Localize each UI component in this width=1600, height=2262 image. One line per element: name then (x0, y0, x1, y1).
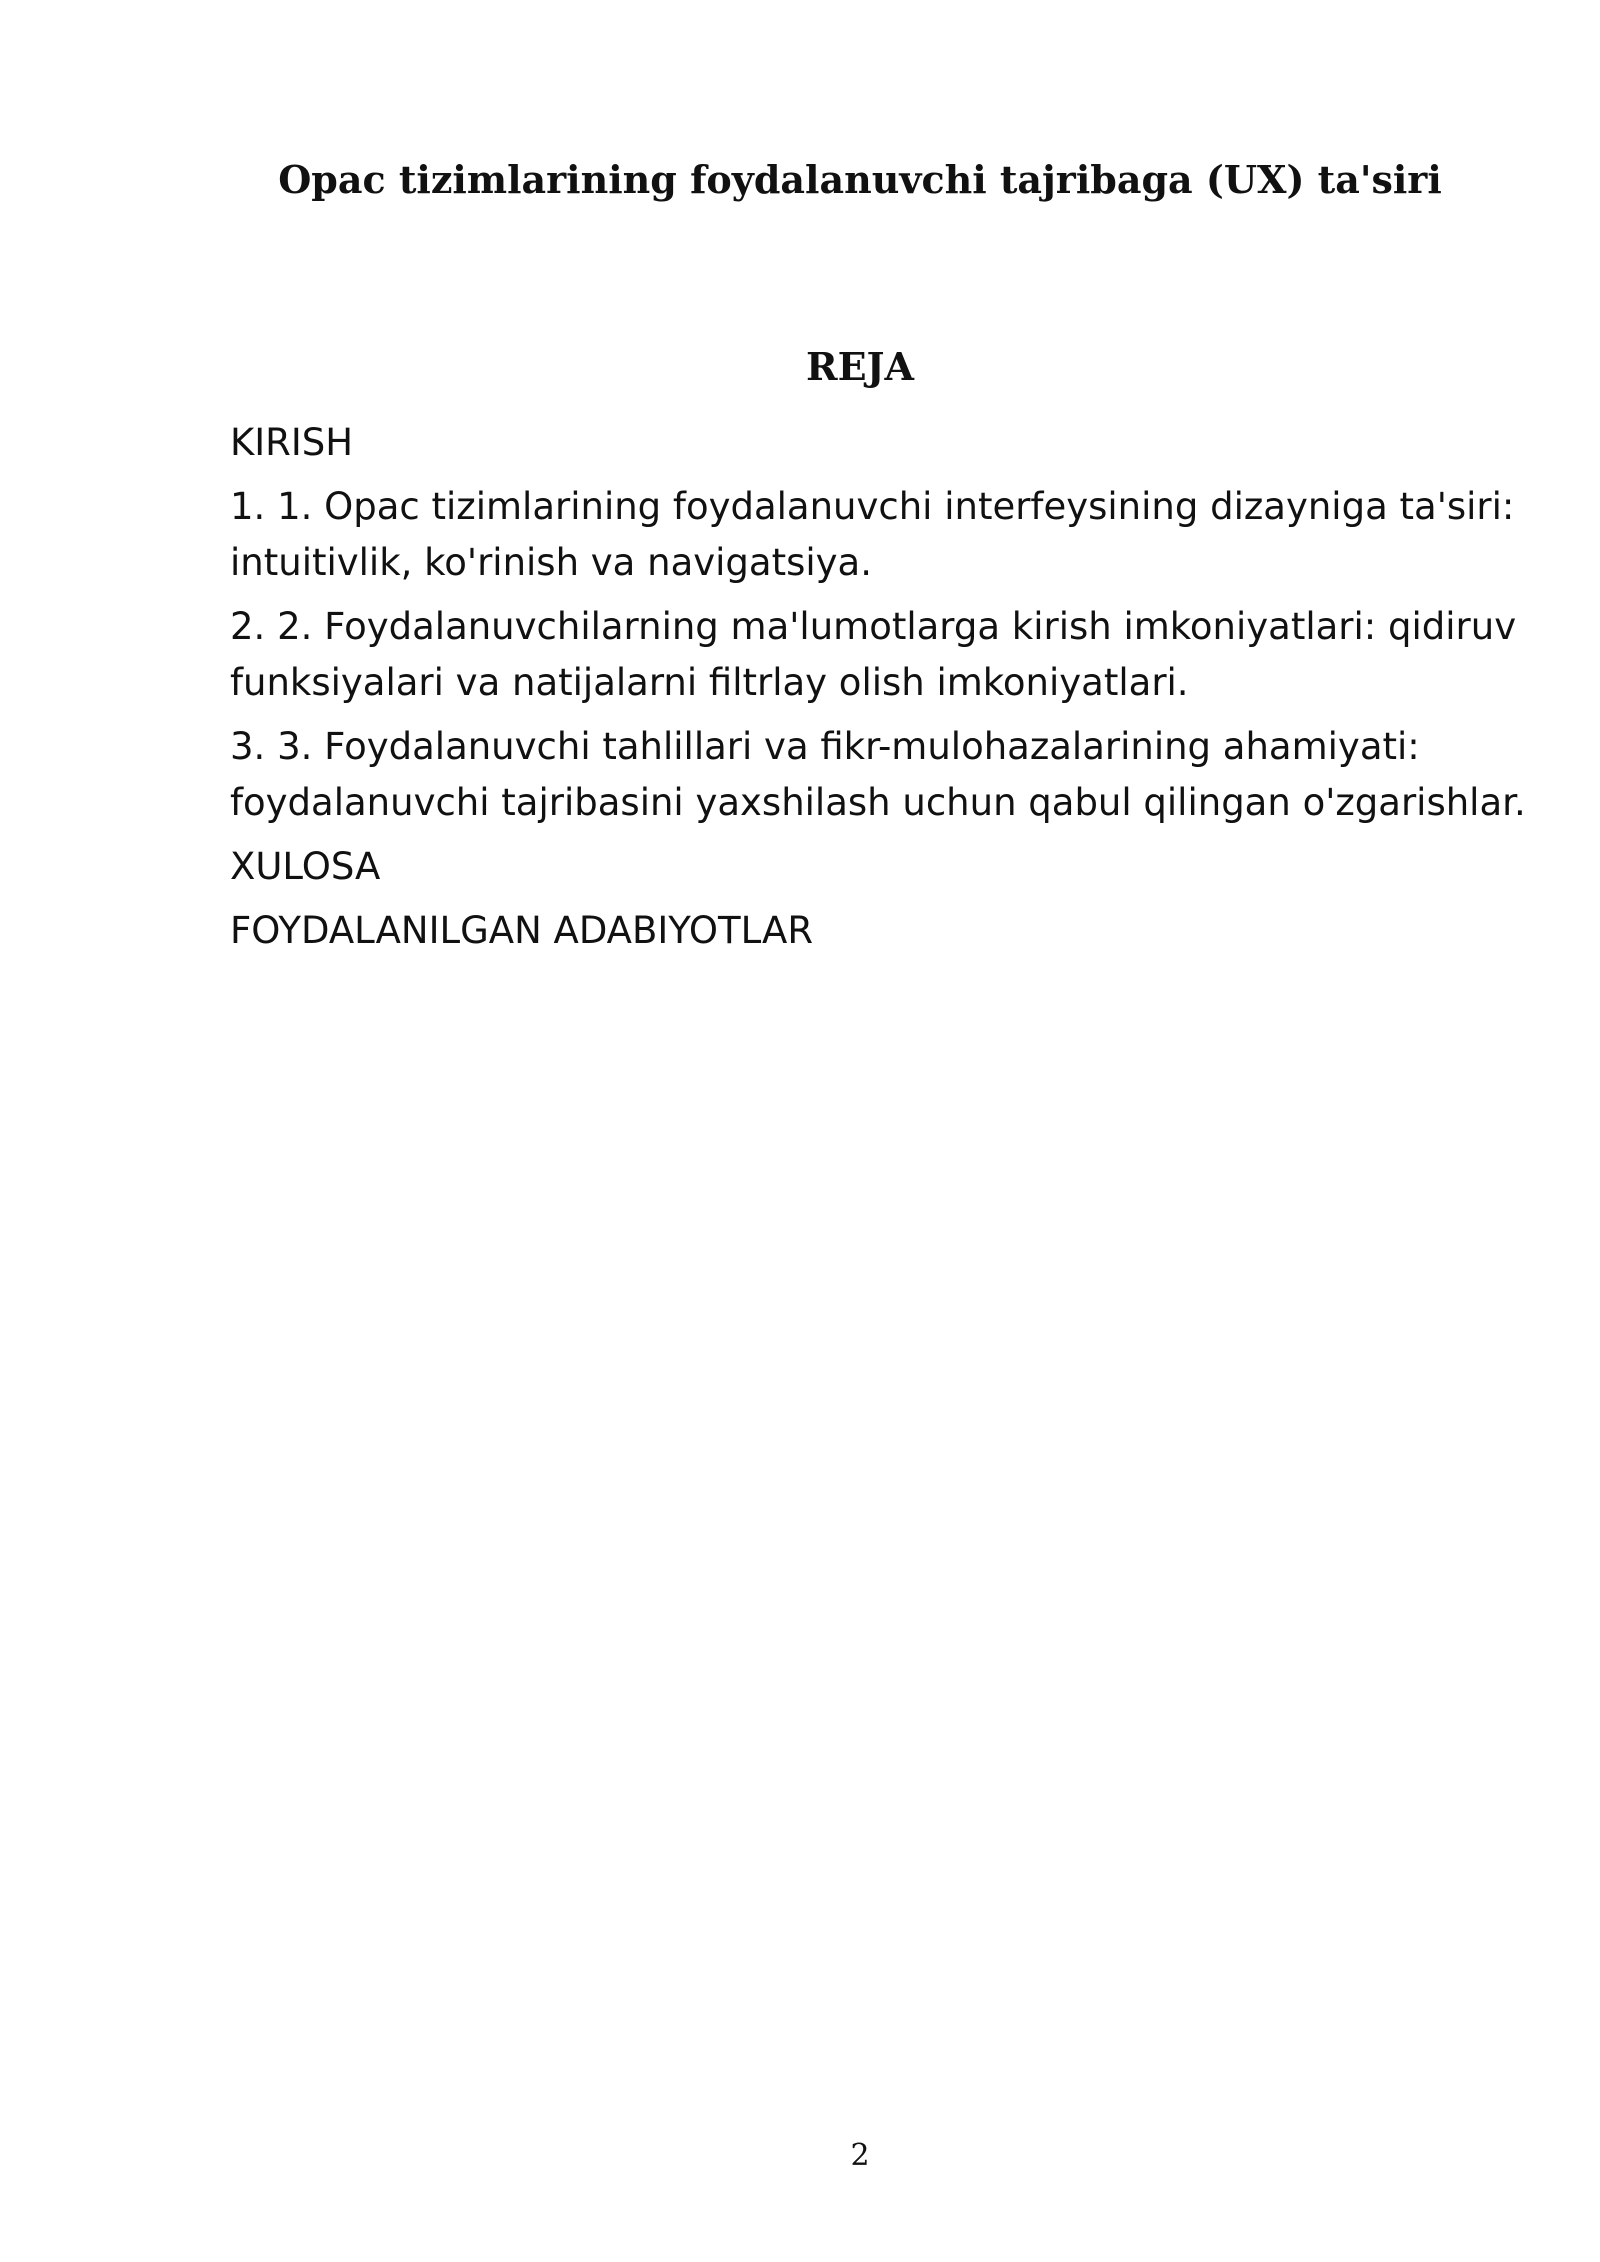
page-number: 2 (850, 2138, 870, 2173)
plan-item-conclusion: XULOSA (230, 845, 381, 888)
plan-item-3: 3. 3. Foydalanuvchi tahlillari va fikr-mulohazalarining ahamiyati: foydalanuvchi tajribasini yaxshilash uchun qabul qilingan o'zgarishlar. (230, 725, 1526, 824)
document-title: Opac tizimlarining foydalanuvchi tajribaga (UX) ta'siri (278, 157, 1442, 202)
plan-item-introduction: KIRISH (230, 421, 354, 464)
plan-item-2: 2. 2. Foydalanuvchilarning ma'lumotlarga kirish imkoniyatlari: qidiruv funksiyalari va natijalarni filtrlay olish imkoniyatlari. (230, 605, 1517, 704)
plan-item-references: FOYDALANILGAN ADABIYOTLAR (230, 909, 814, 952)
plan-list (230, 415, 1530, 967)
plan-heading: REJA (805, 344, 914, 389)
plan-item-1: 1. 1. Opac tizimlarining foydalanuvchi interfeysining dizayniga ta'siri: intuitivlik, ko'rinish va navigatsiya. (230, 485, 1515, 584)
